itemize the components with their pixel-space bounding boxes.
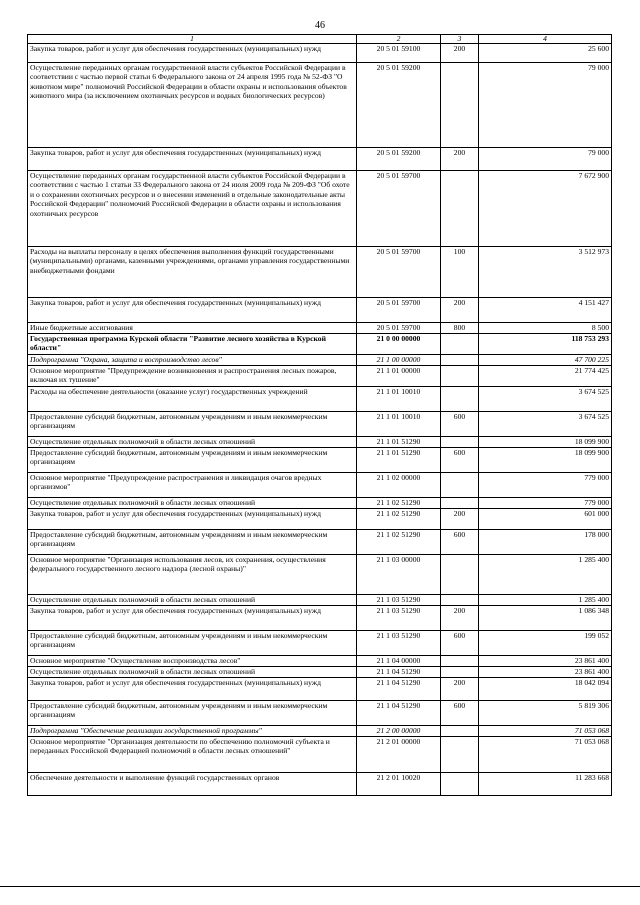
row-amount: 779 000 bbox=[479, 473, 612, 498]
row-name: Предоставление субсидий бюджетным, автономным учреждениям и иным некоммерческим организациям bbox=[28, 701, 357, 726]
table-row bbox=[28, 366, 612, 387]
row-name: Осуществление переданных органам государственной власти субъектов Российской Федерации в соответствии с частью 1 статьи 33 Федерального закона от 24 июля 2009 года № 209-ФЗ "Об охоте и о сохранении охотничьих ресурсов и о внесении изменений в отдельные законодательные акты Российской Федерации" полномочий Российской Федерации в области охраны и использования охотничьих ресурсов bbox=[28, 171, 357, 247]
row-amount: 5 819 306 bbox=[479, 701, 612, 726]
row-code: 20 5 01 59700 bbox=[357, 171, 441, 247]
row-name: Основное мероприятие "Организация использования лесов, их сохранения, осуществления федерального государственного лесного надзора (лесной охраны)" bbox=[28, 555, 357, 595]
row-amount: 23 861 400 bbox=[479, 656, 612, 667]
row-expense-type: 200 bbox=[441, 606, 479, 631]
row-name: Иные бюджетные ассигнования bbox=[28, 323, 357, 334]
row-name: Обеспечение деятельности и выполнение функций государственных органов bbox=[28, 773, 357, 796]
row-code: 21 1 01 00000 bbox=[357, 366, 441, 387]
row-amount: 1 285 400 bbox=[479, 595, 612, 606]
row-name: Государственная программа Курской области "Развитие лесного хозяйства в Курской области" bbox=[28, 334, 357, 355]
row-amount: 11 283 668 bbox=[479, 773, 612, 796]
row-name: Основное мероприятие "Предупреждение возникновения и распространения лесных пожаров, включая их тушение" bbox=[28, 366, 357, 387]
table-row bbox=[28, 334, 612, 355]
row-name: Осуществление отдельных полномочий в области лесных отношений bbox=[28, 595, 357, 606]
row-expense-type: 600 bbox=[441, 530, 479, 555]
row-code: 21 1 02 51290 bbox=[357, 509, 441, 530]
row-expense-type: 600 bbox=[441, 412, 479, 437]
row-code: 21 2 01 10020 bbox=[357, 773, 441, 796]
row-name: Осуществление переданных органам государственной власти субъектов Российской Федерации в соответствии с частью первой статьи 6 Федерального закона от 24 апреля 1995 года № 52-ФЗ "О животном мире" полномочий Российской Федерации в области охраны и использования объектов животного мира (за исключением охотничьих ресурсов и водных биологических ресурсов) bbox=[28, 63, 357, 148]
table-row bbox=[28, 63, 612, 148]
row-code: 21 1 04 00000 bbox=[357, 656, 441, 667]
table-row bbox=[28, 667, 612, 678]
row-amount: 18 099 900 bbox=[479, 448, 612, 473]
row-expense-type: 800 bbox=[441, 323, 479, 334]
row-name: Предоставление субсидий бюджетным, автономным учреждениям и иным некоммерческим организациям bbox=[28, 412, 357, 437]
row-amount: 4 151 427 bbox=[479, 298, 612, 323]
budget-table bbox=[27, 34, 612, 796]
row-amount: 118 753 293 bbox=[479, 334, 612, 355]
row-name: Подпрограмма "Охрана, защита и воспроизводство лесов" bbox=[28, 355, 357, 366]
row-code: 21 1 01 10010 bbox=[357, 387, 441, 412]
row-amount: 18 042 094 bbox=[479, 678, 612, 701]
row-expense-type: 200 bbox=[441, 678, 479, 701]
row-code: 21 1 02 00000 bbox=[357, 473, 441, 498]
row-amount: 23 861 400 bbox=[479, 667, 612, 678]
table-row bbox=[28, 171, 612, 247]
row-name: Осуществление отдельных полномочий в области лесных отношений bbox=[28, 437, 357, 448]
row-expense-type bbox=[441, 387, 479, 412]
table-row bbox=[28, 44, 612, 63]
header-name: 1 bbox=[28, 35, 357, 44]
row-code: 21 1 00 00000 bbox=[357, 355, 441, 366]
header-csr: 2 bbox=[357, 35, 441, 44]
row-amount: 18 099 900 bbox=[479, 437, 612, 448]
row-amount: 1 285 400 bbox=[479, 555, 612, 595]
table-row bbox=[28, 773, 612, 796]
row-name: Закупка товаров, работ и услуг для обеспечения государственных (муниципальных) нужд bbox=[28, 148, 357, 171]
table-row bbox=[28, 678, 612, 701]
table-row bbox=[28, 701, 612, 726]
table-row bbox=[28, 387, 612, 412]
row-expense-type bbox=[441, 437, 479, 448]
row-amount: 21 774 425 bbox=[479, 366, 612, 387]
row-name: Основное мероприятие "Предупреждение распространения и ликвидация очагов вредных организмов" bbox=[28, 473, 357, 498]
row-name: Закупка товаров, работ и услуг для обеспечения государственных (муниципальных) нужд bbox=[28, 606, 357, 631]
row-expense-type bbox=[441, 63, 479, 148]
row-code: 21 2 01 00000 bbox=[357, 737, 441, 773]
table-row bbox=[28, 509, 612, 530]
row-expense-type: 200 bbox=[441, 298, 479, 323]
row-name: Предоставление субсидий бюджетным, автономным учреждениям и иным некоммерческим организациям bbox=[28, 530, 357, 555]
row-name: Расходы на обеспечение деятельности (оказание услуг) государственных учреждений bbox=[28, 387, 357, 412]
row-code: 21 1 04 51290 bbox=[357, 701, 441, 726]
row-name: Закупка товаров, работ и услуг для обеспечения государственных (муниципальных) нужд bbox=[28, 678, 357, 701]
row-amount: 47 700 225 bbox=[479, 355, 612, 366]
row-amount: 1 086 348 bbox=[479, 606, 612, 631]
row-name: Осуществление отдельных полномочий в области лесных отношений bbox=[28, 498, 357, 509]
row-expense-type: 200 bbox=[441, 509, 479, 530]
row-amount: 199 052 bbox=[479, 631, 612, 656]
row-name: Расходы на выплаты персоналу в целях обеспечения выполнения функций государственными (муниципальными) органами, казенными учреждениями, органами управления государственными внебюджетными фондами bbox=[28, 247, 357, 298]
row-expense-type: 200 bbox=[441, 148, 479, 171]
row-code: 21 1 04 51290 bbox=[357, 678, 441, 701]
table-row bbox=[28, 631, 612, 656]
table-row bbox=[28, 247, 612, 298]
row-code: 21 2 00 00000 bbox=[357, 726, 441, 737]
row-code: 20 5 01 59200 bbox=[357, 148, 441, 171]
row-amount: 3 674 525 bbox=[479, 412, 612, 437]
table-row bbox=[28, 412, 612, 437]
row-amount: 71 053 068 bbox=[479, 737, 612, 773]
row-expense-type bbox=[441, 355, 479, 366]
row-code: 20 5 01 59700 bbox=[357, 247, 441, 298]
row-expense-type bbox=[441, 595, 479, 606]
row-name: Предоставление субсидий бюджетным, автономным учреждениям и иным некоммерческим организациям bbox=[28, 631, 357, 656]
row-amount: 178 000 bbox=[479, 530, 612, 555]
row-code: 21 0 00 00000 bbox=[357, 334, 441, 355]
row-code: 20 5 01 59700 bbox=[357, 298, 441, 323]
header-vr: 3 bbox=[441, 35, 479, 44]
row-amount: 79 000 bbox=[479, 63, 612, 148]
row-name: Основное мероприятие "Организация деятельности по обеспечению полномочий субъекта и переданных Российской Федерацией полномочий в области лесных отношений" bbox=[28, 737, 357, 773]
row-expense-type bbox=[441, 726, 479, 737]
table-row bbox=[28, 555, 612, 595]
row-code: 21 1 03 51290 bbox=[357, 606, 441, 631]
row-name: Закупка товаров, работ и услуг для обеспечения государственных (муниципальных) нужд bbox=[28, 44, 357, 63]
header-row bbox=[28, 35, 612, 44]
table-row bbox=[28, 726, 612, 737]
table-row bbox=[28, 530, 612, 555]
row-code: 21 1 03 51290 bbox=[357, 595, 441, 606]
row-code: 21 1 03 00000 bbox=[357, 555, 441, 595]
row-expense-type: 600 bbox=[441, 631, 479, 656]
table-row bbox=[28, 355, 612, 366]
row-amount: 71 053 068 bbox=[479, 726, 612, 737]
table-row bbox=[28, 148, 612, 171]
row-name: Основное мероприятие "Осуществление воспроизводства лесов" bbox=[28, 656, 357, 667]
row-expense-type bbox=[441, 473, 479, 498]
row-amount: 7 672 900 bbox=[479, 171, 612, 247]
row-name: Осуществление отдельных полномочий в области лесных отношений bbox=[28, 667, 357, 678]
table-row bbox=[28, 323, 612, 334]
row-expense-type: 100 bbox=[441, 247, 479, 298]
row-expense-type bbox=[441, 667, 479, 678]
row-expense-type: 600 bbox=[441, 448, 479, 473]
row-code: 20 5 01 59100 bbox=[357, 44, 441, 63]
row-expense-type: 200 bbox=[441, 44, 479, 63]
row-expense-type: 600 bbox=[441, 701, 479, 726]
row-amount: 3 512 973 bbox=[479, 247, 612, 298]
table-row bbox=[28, 656, 612, 667]
page-number: 46 bbox=[315, 20, 325, 31]
row-code: 21 1 01 10010 bbox=[357, 412, 441, 437]
row-code: 20 5 01 59700 bbox=[357, 323, 441, 334]
table-row bbox=[28, 498, 612, 509]
header-sum: 4 bbox=[479, 35, 612, 44]
row-amount: 601 000 bbox=[479, 509, 612, 530]
row-name: Закупка товаров, работ и услуг для обеспечения государственных (муниципальных) нужд bbox=[28, 298, 357, 323]
row-code: 20 5 01 59200 bbox=[357, 63, 441, 148]
row-expense-type bbox=[441, 366, 479, 387]
row-expense-type bbox=[441, 555, 479, 595]
row-expense-type bbox=[441, 334, 479, 355]
table-body bbox=[28, 44, 612, 796]
row-name: Закупка товаров, работ и услуг для обеспечения государственных (муниципальных) нужд bbox=[28, 509, 357, 530]
row-amount: 3 674 525 bbox=[479, 387, 612, 412]
row-expense-type bbox=[441, 737, 479, 773]
row-expense-type bbox=[441, 171, 479, 247]
row-code: 21 1 03 51290 bbox=[357, 631, 441, 656]
row-amount: 25 600 bbox=[479, 44, 612, 63]
row-amount: 79 000 bbox=[479, 148, 612, 171]
row-expense-type bbox=[441, 656, 479, 667]
row-code: 21 1 01 51290 bbox=[357, 448, 441, 473]
table-row bbox=[28, 473, 612, 498]
table-row bbox=[28, 448, 612, 473]
row-name: Подпрограмма "Обеспечение реализации государственной программы" bbox=[28, 726, 357, 737]
table-row bbox=[28, 595, 612, 606]
row-code: 21 1 02 51290 bbox=[357, 530, 441, 555]
table-row bbox=[28, 606, 612, 631]
table-row bbox=[28, 298, 612, 323]
table-row bbox=[28, 737, 612, 773]
row-expense-type bbox=[441, 498, 479, 509]
bottom-rule bbox=[0, 886, 640, 887]
row-amount: 779 000 bbox=[479, 498, 612, 509]
row-code: 21 1 02 51290 bbox=[357, 498, 441, 509]
row-amount: 8 500 bbox=[479, 323, 612, 334]
row-name: Предоставление субсидий бюджетным, автономным учреждениям и иным некоммерческим организациям bbox=[28, 448, 357, 473]
table-row bbox=[28, 437, 612, 448]
row-code: 21 1 01 51290 bbox=[357, 437, 441, 448]
row-code: 21 1 04 51290 bbox=[357, 667, 441, 678]
row-expense-type bbox=[441, 773, 479, 796]
